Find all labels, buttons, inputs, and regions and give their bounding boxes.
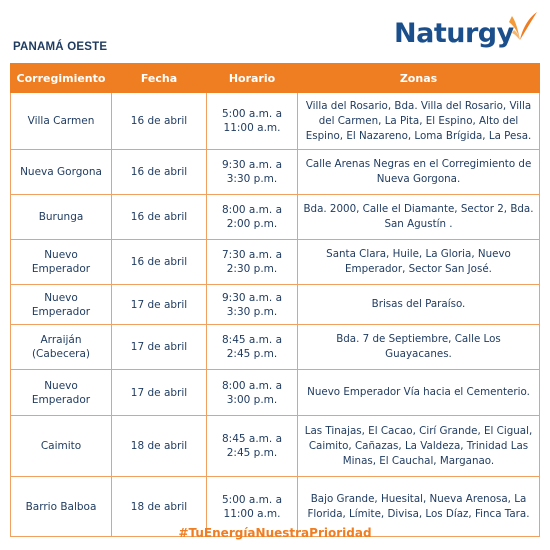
cell-corregimiento: Villa Carmen: [11, 93, 112, 150]
table-row: [11, 285, 540, 325]
cell-horario: 8:00 a.m. a 3:00 p.m.: [207, 370, 298, 416]
cell-zonas: Calle Arenas Negras en el Corregimiento de Nueva Gorgona.: [298, 150, 540, 195]
cell-corregimiento: Nueva Gorgona: [11, 150, 112, 195]
table-header-row: [11, 64, 540, 93]
cell-horario: 9:30 a.m. a 3:30 p.m.: [207, 285, 298, 325]
campaign-hashtag: #TuEnergíaNuestraPrioridad: [178, 526, 372, 540]
table-row: [11, 93, 540, 150]
column-header-zonas: Zonas: [298, 64, 540, 93]
column-header-horario: Horario: [207, 64, 298, 93]
cell-corregimiento: Barrio Balboa: [11, 477, 112, 537]
cell-zonas: Santa Clara, Huile, La Gloria, Nuevo Emperador, Sector San José.: [298, 240, 540, 285]
table-row: [11, 195, 540, 240]
table-row: [11, 325, 540, 370]
cell-fecha: 17 de abril: [112, 370, 207, 416]
cell-horario: 8:45 a.m. a 2:45 p.m.: [207, 416, 298, 477]
cell-corregimiento: Nuevo Emperador: [11, 285, 112, 325]
cell-zonas: Nuevo Emperador Vía hacia el Cementerio.: [298, 370, 540, 416]
cell-zonas: Las Tinajas, El Cacao, Cirí Grande, El Cigual, Caimito, Cañazas, La Valdeza, Trinidad Las Minas, El Cauchal, Marganao.: [298, 416, 540, 477]
cell-horario: 7:30 a.m. a 2:30 p.m.: [207, 240, 298, 285]
table-row: [11, 240, 540, 285]
cell-zonas: Bda. 2000, Calle el Diamante, Sector 2, Bda. San Agustín .: [298, 195, 540, 240]
cell-corregimiento: Nuevo Emperador: [11, 370, 112, 416]
cell-corregimiento: Arraiján (Cabecera): [11, 325, 112, 370]
schedule-table: [10, 63, 540, 537]
column-header-corregimiento: Corregimiento: [11, 64, 112, 93]
cell-fecha: 16 de abril: [112, 93, 207, 150]
cell-horario: 8:45 a.m. a 2:45 p.m.: [207, 325, 298, 370]
cell-zonas: Villa del Rosario, Bda. Villa del Rosario, Villa del Carmen, La Pita, El Espino, Alto del Espino, El Nazareno, Loma Brígida, La Pesa.: [298, 93, 540, 150]
table-row: [11, 150, 540, 195]
cell-fecha: 17 de abril: [112, 285, 207, 325]
butterfly-icon: [508, 10, 538, 46]
cell-horario: 5:00 a.m. a 11:00 a.m.: [207, 93, 298, 150]
cell-fecha: 16 de abril: [112, 240, 207, 285]
brand-name: Naturgy: [394, 18, 514, 49]
region-title: PANAMÁ OESTE: [13, 41, 108, 53]
table-row: [11, 416, 540, 477]
cell-horario: 5:00 a.m. a 11:00 a.m.: [207, 477, 298, 537]
cell-horario: 8:00 a.m. a 2:00 p.m.: [207, 195, 298, 240]
cell-fecha: 16 de abril: [112, 195, 207, 240]
cell-corregimiento: Nuevo Emperador: [11, 240, 112, 285]
cell-zonas: Brisas del Paraíso.: [298, 285, 540, 325]
cell-fecha: 18 de abril: [112, 416, 207, 477]
cell-zonas: Bajo Grande, Huesital, Nueva Arenosa, La Florida, Límite, Divisa, Los Díaz, Finca Tara.: [298, 477, 540, 537]
cell-fecha: 18 de abril: [112, 477, 207, 537]
brand-logo: [394, 10, 544, 54]
cell-zonas: Bda. 7 de Septiembre, Calle Los Guayacanes.: [298, 325, 540, 370]
cell-corregimiento: Burunga: [11, 195, 112, 240]
cell-fecha: 16 de abril: [112, 150, 207, 195]
cell-horario: 9:30 a.m. a 3:30 p.m.: [207, 150, 298, 195]
cell-corregimiento: Caimito: [11, 416, 112, 477]
column-header-fecha: Fecha: [112, 64, 207, 93]
cell-fecha: 17 de abril: [112, 325, 207, 370]
table-row: [11, 370, 540, 416]
